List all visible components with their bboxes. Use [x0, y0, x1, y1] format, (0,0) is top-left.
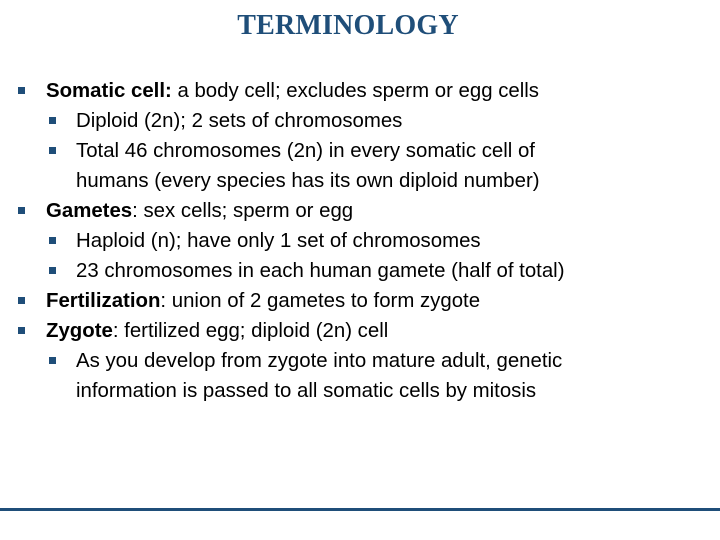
bullet-text: Haploid (n); have only 1 set of chromosomes	[76, 230, 481, 252]
square-bullet-icon	[49, 267, 56, 274]
bullet-text: 23 chromosomes in each human gamete (half of total)	[76, 260, 565, 282]
square-bullet-icon	[18, 327, 25, 334]
bullet-text: : union of 2 gametes to form zygote	[160, 290, 481, 312]
bullet-list	[16, 76, 706, 406]
term-label: Fertilization	[46, 290, 161, 312]
square-bullet-icon	[18, 87, 25, 94]
bullet-text: As you develop from zygote into mature adult, genetic	[76, 350, 563, 372]
bullet-text: Total 46 chromosomes (2n) in every somatic cell of	[76, 140, 535, 162]
term-label: Zygote	[46, 320, 113, 342]
square-bullet-icon	[18, 297, 25, 304]
sub-bullet-23-chromosomes	[16, 256, 706, 286]
bullet-gametes	[16, 196, 706, 226]
bullet-zygote	[16, 316, 706, 346]
bottom-divider	[0, 508, 720, 511]
bullet-text-continued: humans (every species has its own diploid number)	[76, 170, 540, 192]
bullet-text: : fertilized egg; diploid (2n) cell	[112, 320, 389, 342]
square-bullet-icon	[49, 117, 56, 124]
square-bullet-icon	[49, 357, 56, 364]
bullet-text: Diploid (2n); 2 sets of chromosomes	[76, 110, 403, 132]
square-bullet-icon	[49, 147, 56, 154]
bullet-text-continued: information is passed to all somatic cells by mitosis	[76, 380, 537, 402]
sub-bullet-diploid	[16, 106, 706, 136]
bullet-somatic-cell	[16, 76, 706, 106]
sub-bullet-development	[16, 346, 706, 406]
sub-bullet-haploid	[16, 226, 706, 256]
bullet-fertilization	[16, 286, 706, 316]
bullet-text: : sex cells; sperm or egg	[132, 200, 354, 222]
square-bullet-icon	[49, 237, 56, 244]
square-bullet-icon	[18, 207, 25, 214]
slide-title: TERMINOLOGY	[237, 10, 459, 41]
term-label: Somatic cell:	[46, 80, 172, 102]
term-label: Gametes	[46, 200, 133, 222]
bullet-text: a body cell; excludes sperm or egg cells	[171, 80, 540, 102]
sub-bullet-total-46	[16, 136, 706, 196]
